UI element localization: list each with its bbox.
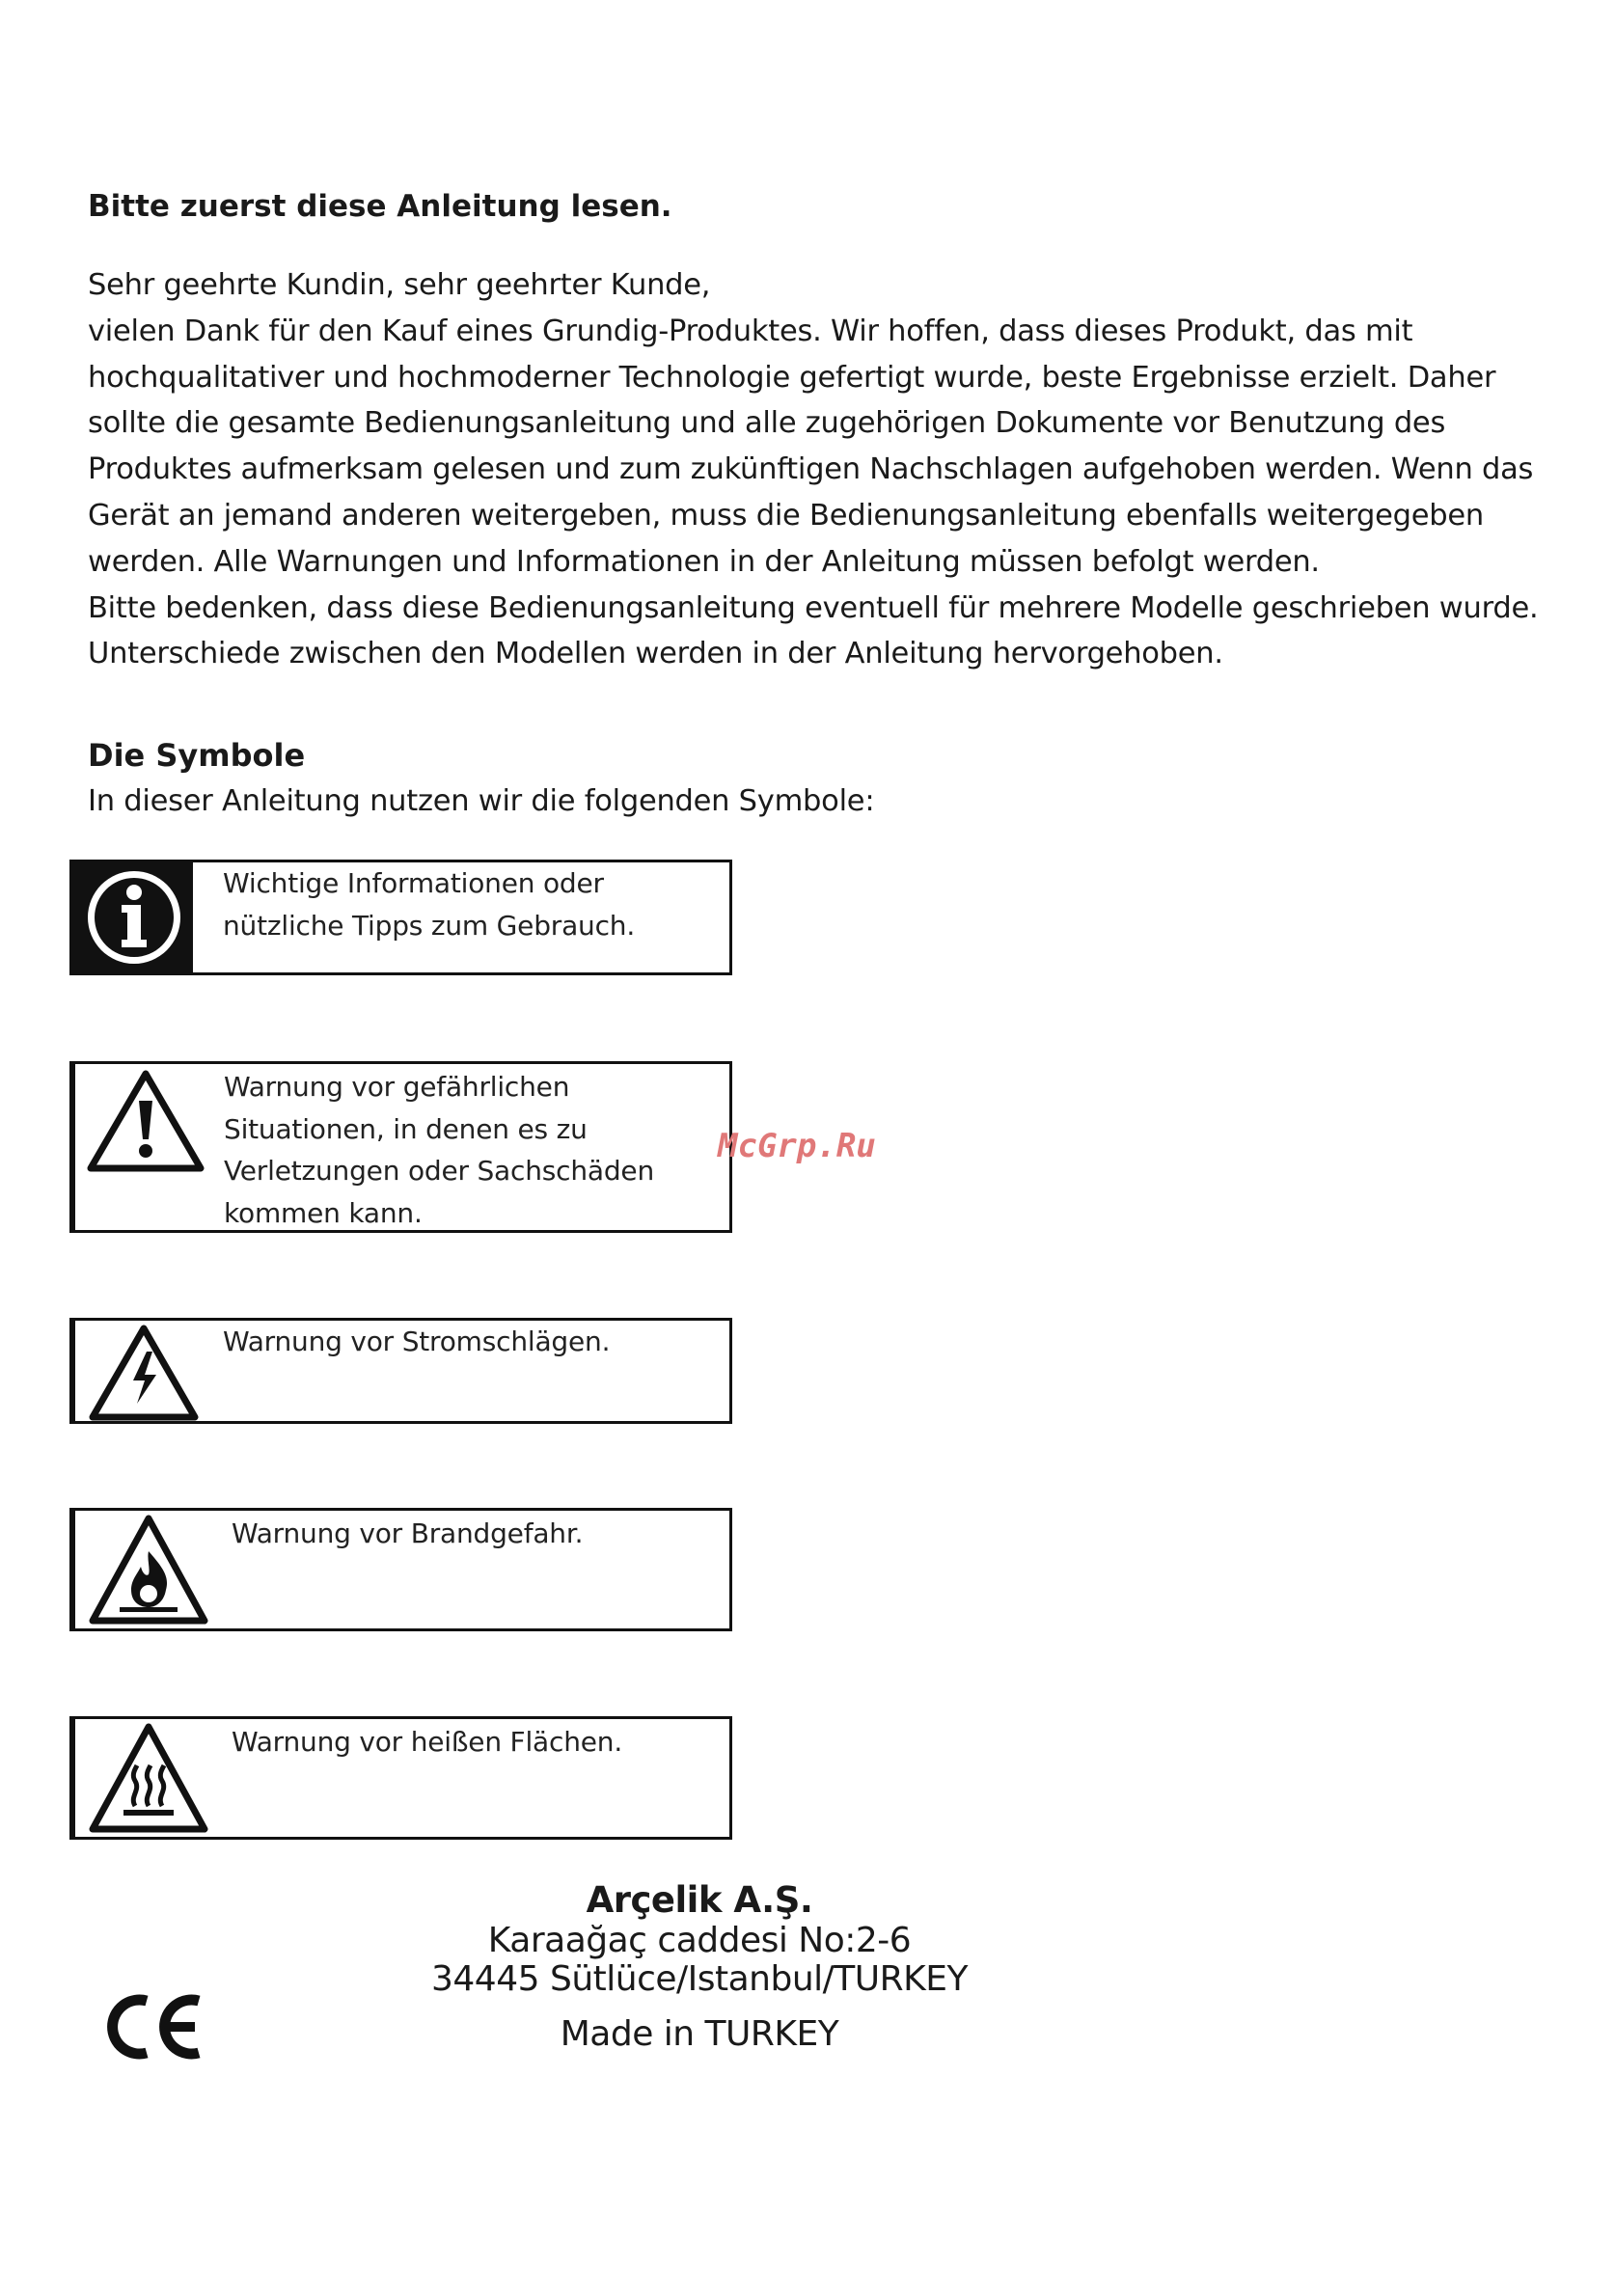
- symbol-text-info: [223, 862, 635, 946]
- symbol-box-info: [72, 860, 732, 975]
- symbols-heading: Die Symbole: [88, 737, 306, 774]
- symbol-text-warning: [224, 1066, 654, 1234]
- symbol-line: Warnung vor gefährlichen: [224, 1071, 570, 1103]
- page-heading: Bitte zuerst diese Anleitung lesen.: [88, 189, 672, 224]
- ce-mark-icon: [104, 1991, 205, 2063]
- watermark: McGrp.Ru: [718, 1127, 876, 1165]
- symbol-line: Situationen, in denen es zu: [224, 1112, 588, 1145]
- warning-icon: [85, 1068, 206, 1174]
- intro-paragraph-2: Bitte bedenken, dass diese Bedienungsanleitung eventuell für mehrere Modelle geschrieben wurde. Unterschiede zwischen den Modellen werden in der Anleitung hervorgehoben.: [88, 590, 1539, 671]
- symbol-line: Wichtige Informationen oder: [223, 867, 604, 899]
- symbol-line: Warnung vor Stromschlägen.: [223, 1326, 611, 1357]
- company-name: Arçelik A.Ş.: [586, 1879, 813, 1921]
- symbol-box-electric: [72, 1318, 732, 1424]
- symbol-box-hot-surface: [72, 1716, 732, 1840]
- symbol-line: nützliche Tipps zum Gebrauch.: [223, 909, 636, 942]
- electric-shock-icon: [87, 1323, 201, 1423]
- intro-text: [88, 262, 1554, 677]
- symbol-box-fire: [72, 1508, 732, 1631]
- info-icon: [75, 862, 193, 972]
- intro-paragraph-1: vielen Dank für den Kauf eines Grundig-Produktes. Wir hoffen, dass dieses Produkt, das mit hochqualitativer und hochmoderner Technologie gefertigt wurde, beste Ergebnisse erzielt. Daher sollte die gesamte Bedienungsanleitung und alle zugehörigen Dokumente vor Benutzung des Produktes aufmerksam gelesen und zum zukünftigen Nachschlagen aufgehoben werden. Wenn das Gerät an jemand anderen weitergeben, muss die Bedienungsanleitung ebenfalls weitergegeben werden. Alle Warnungen und Informationen in der Anleitung müssen befolgt werden.: [88, 314, 1534, 579]
- symbols-intro: In dieser Anleitung nutzen wir die folgenden Symbole:: [88, 784, 875, 818]
- company-city: 34445 Sütlüce/Istanbul/TURKEY: [431, 1959, 968, 1999]
- symbol-line: Warnung vor Brandgefahr.: [232, 1517, 584, 1549]
- symbol-text-fire: [232, 1513, 583, 1555]
- greeting: Sehr geehrte Kundin, sehr geehrter Kunde,: [88, 268, 711, 302]
- symbol-line: Verletzungen oder Sachschäden: [224, 1155, 654, 1187]
- symbol-line: kommen kann.: [224, 1196, 423, 1229]
- symbol-text-hot-surface: [232, 1721, 622, 1763]
- hot-surface-icon: [87, 1721, 210, 1835]
- symbol-text-electric: [223, 1321, 610, 1363]
- symbol-line: Warnung vor heißen Flächen.: [232, 1726, 623, 1758]
- fire-icon: [87, 1513, 210, 1626]
- company-info: [289, 1879, 1109, 2055]
- made-in: Made in TURKEY: [560, 2014, 839, 2054]
- company-street: Karaağaç caddesi No:2-6: [487, 1921, 912, 1960]
- symbol-box-warning: [72, 1061, 732, 1233]
